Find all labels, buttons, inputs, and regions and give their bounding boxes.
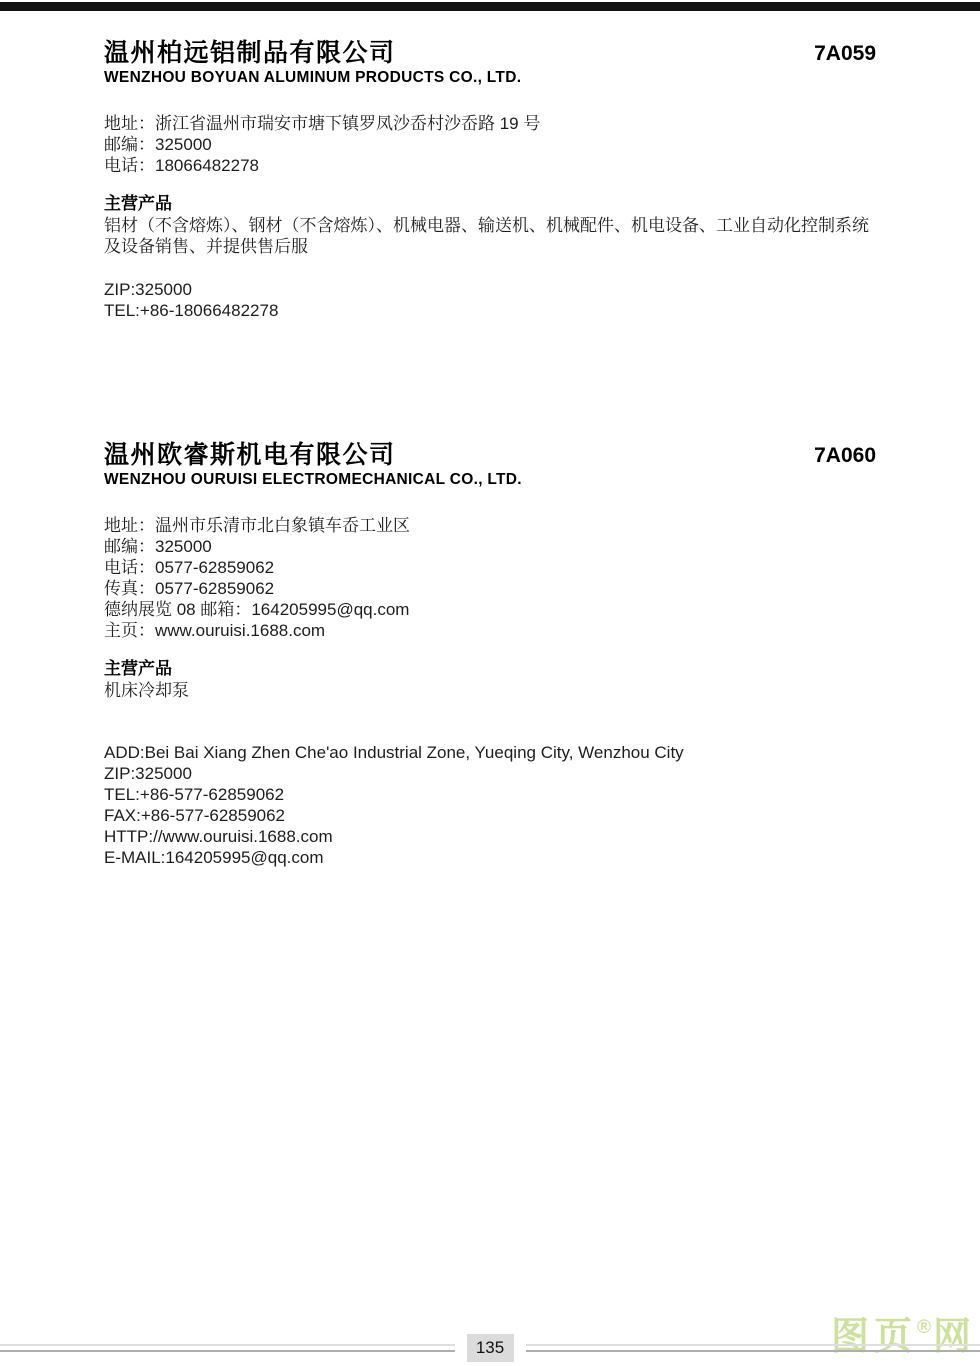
address-line-cn: 地址：温州市乐清市北白象镇车岙工业区 [104,516,410,535]
company-header [104,442,876,488]
page-footer [0,1334,980,1362]
company-name-cn: 温州柏远铝制品有限公司 [104,39,396,67]
products-heading: 主营产品 [104,194,172,213]
address-line-cn: 地址：浙江省温州市瑞安市塘下镇罗凤沙岙村沙岙路 19 号 [104,114,541,133]
company-name-en: WENZHOU OURUISI ELECTROMECHANICAL CO., LTD. [104,471,522,488]
company-info-cn [104,113,876,176]
zip-line-cn: 邮编：325000 [104,537,212,556]
company-names [104,40,521,86]
company-name-cn: 温州欧睿斯机电有限公司 [104,441,396,469]
company-entry-7a060 [104,442,876,868]
company-names [104,442,522,488]
company-entry-7a059 [104,40,876,321]
watermark-text-right: 网 [932,1316,976,1358]
company-code: 7A059 [814,42,876,65]
company-info-cn [104,515,876,641]
fax-line-cn: 传真：0577-62859062 [104,579,275,598]
website-line-en: HTTP://www.ouruisi.1688.com [104,827,333,846]
registered-trademark-icon: ® [916,1317,931,1338]
tel-line-en: TEL:+86-577-62859062 [104,785,285,804]
company-name-en: WENZHOU BOYUAN ALUMINUM PRODUCTS CO., LTD. [104,69,522,86]
homepage-line-cn: 主页：www.ouruisi.1688.com [104,621,326,640]
email-line-en: E-MAIL:164205995@qq.com [104,848,324,867]
fax-line-en: FAX:+86-577-62859062 [104,806,286,825]
footer-rule-left [0,1344,455,1352]
company-code: 7A060 [814,444,876,467]
company-info-en [104,279,876,321]
address-line-en: ADD:Bei Bai Xiang Zhen Che'ao Industrial Zone, Yueqing City, Wenzhou City [104,743,684,762]
phone-line-cn: 电话：18066482278 [104,156,260,175]
page-number: 135 [467,1334,514,1362]
zip-line-en: ZIP:325000 [104,764,192,783]
products-heading: 主营产品 [104,659,172,678]
top-border-bar [0,2,980,11]
zip-line-cn: 邮编：325000 [104,135,212,154]
email-line-cn: 德纳展览 08 邮箱：164205995@qq.com [104,600,410,619]
tel-line-en: TEL:+86-18066482278 [104,301,279,320]
company-header [104,40,876,86]
company-info-en [104,742,876,868]
phone-line-cn: 电话：0577-62859062 [104,558,275,577]
watermark-text-left: 图页 [830,1316,917,1358]
products-text: 机床冷却泵 [104,681,189,700]
footer-rule-right [526,1344,980,1352]
zip-line-en: ZIP:325000 [104,280,192,299]
products-text: 铝材（不含熔炼）、钢材（不含熔炼）、机械电器、输送机、机械配件、机电设备、工业自动化控制系统及设备销售、并提供售后服 [104,216,869,256]
